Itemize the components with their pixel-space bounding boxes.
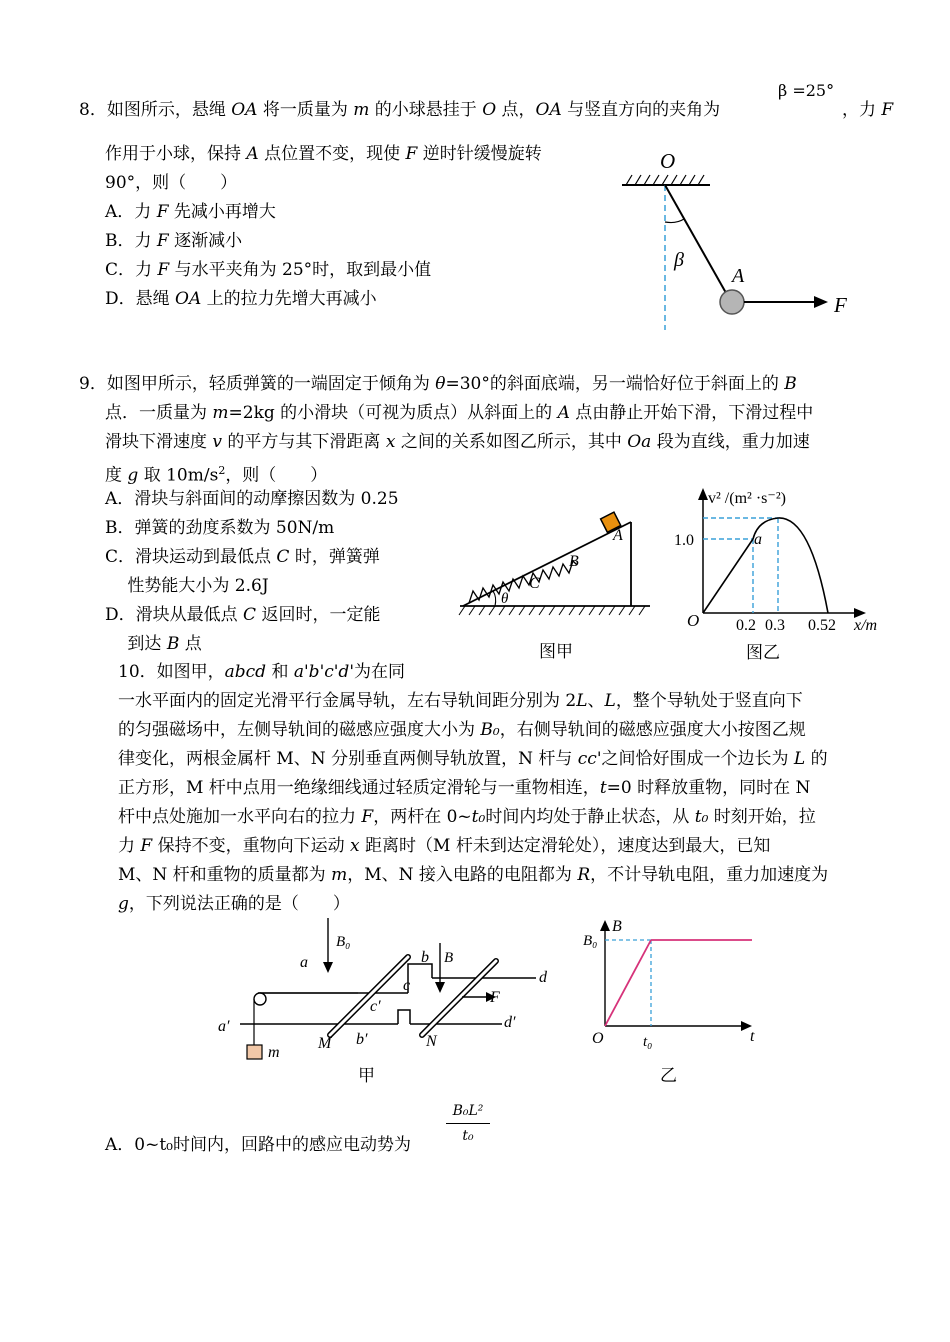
q10-yi-label-b0: B₀	[583, 933, 598, 949]
q10-stem-line7: 力 F 保持不变，重物向下运动 x 距离时（M 杆未到达定滑轮处），速度达到最大，已知	[118, 836, 771, 856]
q10-caption-jia: 甲	[358, 1066, 375, 1085]
q10-stem-line9: g，下列说法正确的是（ ）	[118, 894, 350, 914]
q8-stem-line2: 作用于小球，保持 A 点位置不变，现使 F 逆时针缓慢旋转	[105, 144, 542, 164]
q10-label-f: F	[490, 989, 500, 1006]
q9-label-b: B	[569, 553, 579, 570]
q8-label-f: F	[834, 293, 847, 317]
q9-label-a: A	[613, 527, 623, 544]
q10-yi-label-t0: t₀	[643, 1034, 653, 1050]
q10-caption-yi: 乙	[660, 1066, 677, 1085]
q10-yi-label-t: t	[750, 1028, 755, 1045]
q10-label-n-rod: N	[426, 1033, 437, 1050]
q9-angle-arc	[493, 591, 496, 606]
q8-ceiling-hatch	[626, 175, 704, 185]
q10-weight	[247, 1045, 262, 1059]
q8-stem-line1-end: ，力 F	[842, 100, 894, 120]
q8-option-b[interactable]: B．力 F 逐渐减小	[105, 231, 243, 251]
q9-stem-line2: 点．一质量为 m=2kg 的小滑块（可视为质点）从斜面上的 A 点由静止开始下滑，下滑过程中	[105, 403, 814, 423]
q9-spring	[469, 561, 577, 603]
q10-b-ramp	[605, 940, 651, 1026]
q9-figure-yi	[670, 480, 900, 670]
q10-label-d2: d′	[504, 1014, 516, 1031]
q10-stem-line5: 正方形，M 杆中点用一绝缘细线通过轻质定滑轮与一重物相连，t=0 时释放重物，同时在 N	[118, 778, 811, 798]
q9-incline	[463, 522, 631, 606]
q10-stem-line4: 律变化，两根金属杆 M、N 分别垂直两侧导轨放置，N 杆与 cc'之间恰好围成一个边长为 L 的	[118, 749, 828, 769]
q9-option-c[interactable]: C．滑块运动到最低点 C 时，弹簧弹	[105, 547, 380, 567]
q9-option-d[interactable]: D．滑块从最低点 C 返回时，一定能	[105, 605, 381, 625]
q9-stem-line4: 度 g 取 $10m/s^2$，则（ ）	[105, 464, 328, 486]
q10-fraction-numerator: B₀L²	[446, 1102, 490, 1124]
q10-figure-jia	[210, 915, 570, 1090]
q9-xtick-3: 0.52	[808, 617, 836, 634]
q9-stem-line3: 滑块下滑速度 v 的平方与其下滑距离 x 之间的关系如图乙所示，其中 Oa 段为直线，重力加速	[105, 432, 810, 452]
q8-stem-line3: 90°，则（ ）	[105, 173, 238, 193]
q8-figure	[610, 140, 870, 340]
q10-label-b: b	[421, 949, 429, 966]
q8-force-arrowhead	[814, 296, 828, 308]
q10-figure-yi	[580, 915, 770, 1090]
q9-caption-jia: 图甲	[539, 642, 573, 661]
q9-xlabel: x/m	[854, 617, 878, 634]
q9-label-theta: θ	[501, 591, 509, 607]
q10-stem-line8: M、N 杆和重物的质量都为 m，M、N 接入电路的电阻都为 R，不计导轨电阻，重力加速度为	[118, 865, 829, 885]
q10-stem-line2: 一水平面内的固定光滑平行金属导轨，左右导轨间距分别为 2L、L，整个导轨处于竖直向下	[118, 691, 803, 711]
q10-label-b0: B₀	[336, 934, 351, 950]
q9-xtick-1: 0.2	[736, 617, 756, 634]
q9-curve-arc	[753, 518, 828, 613]
q10-option-a[interactable]: A．0~t₀时间内，回路中的感应电动势为	[105, 1135, 411, 1155]
q9-origin: O	[687, 611, 700, 630]
q8-beta-formula: β =25°	[778, 81, 835, 100]
q9-option-a[interactable]: A．滑块与斜面间的动摩擦因数为 0.25	[105, 489, 399, 509]
q8-option-c[interactable]: C．力 F 与水平夹角为 25°时，取到最小值	[105, 260, 432, 280]
q10-label-c2: c′	[370, 998, 381, 1015]
q10-stem-line1: 10．如图甲，abcd 和 a'b'c'd'为在同	[118, 662, 405, 682]
q10-option-a-fraction	[446, 1102, 490, 1145]
q9-figure-jia	[455, 505, 660, 670]
q8-option-d[interactable]: D．悬绳 OA 上的拉力先增大再减小	[105, 289, 377, 309]
q10-label-c: c	[403, 977, 411, 994]
q9-label-c: C	[529, 575, 540, 592]
q9-option-c-cont: 性势能大小为 2.6J	[105, 576, 269, 596]
q10-label-a2: a′	[218, 1018, 230, 1035]
q9-ground-hatch	[459, 606, 645, 615]
q9-ytick: 1.0	[674, 532, 694, 549]
q9-point-a: a	[754, 531, 762, 548]
q10-label-m-rod: M	[318, 1035, 332, 1052]
q9-xtick-2: 0.3	[765, 617, 785, 634]
q10-fraction-denominator: t₀	[462, 1128, 474, 1144]
q9-ylabel: v² /(m² ·s⁻²)	[708, 490, 786, 507]
q10-yi-origin: O	[592, 1030, 604, 1047]
q10-stem-line6: 杆中点处施加一水平向右的拉力 F，两杆在 0~t₀时间内均处于静止状态，从 t₀ 时刻开始，拉	[118, 807, 816, 827]
q8-rope-oa	[665, 185, 730, 300]
q8-option-a[interactable]: A．力 F 先减小再增大	[105, 202, 276, 222]
q10-label-bfield: B	[444, 950, 454, 966]
q8-label-beta: β	[674, 249, 684, 271]
q8-stem-line1: 8．如图所示，悬绳 OA 将一质量为 m 的小球悬挂于 O 点，OA 与竖直方向的夹角为	[79, 100, 721, 120]
q10-label-a: a	[300, 954, 308, 971]
q8-label-o: O	[660, 149, 676, 173]
q10-label-d: d	[539, 969, 547, 986]
q9-option-b[interactable]: B．弹簧的劲度系数为 50N/m	[105, 518, 335, 538]
q9-caption-yi: 图乙	[746, 643, 780, 662]
q10-rail-bc	[408, 964, 432, 993]
q10-rail-b2c2	[398, 1010, 410, 1024]
q9-curve-line	[703, 539, 753, 613]
q10-label-mass: m	[268, 1044, 280, 1061]
q9-stem-line1: 9．如图甲所示，轻质弹簧的一端固定于倾角为 θ=30°的斜面底端，另一端恰好位于斜面上的 B	[79, 374, 797, 394]
q10-stem-line3: 的匀强磁场中，左侧导轨间的磁感应强度大小为 B₀，右侧导轨间的磁感应强度大小按图乙规	[118, 720, 806, 740]
q10-pulley	[254, 993, 266, 1005]
q8-label-a: A	[732, 265, 745, 287]
q8-angle-arc	[665, 219, 684, 223]
q10-yi-label-b: B	[612, 918, 622, 935]
q10-label-b2: b′	[356, 1031, 368, 1048]
q8-ball	[720, 290, 744, 314]
q9-option-d-cont: 到达 B 点	[105, 634, 202, 654]
